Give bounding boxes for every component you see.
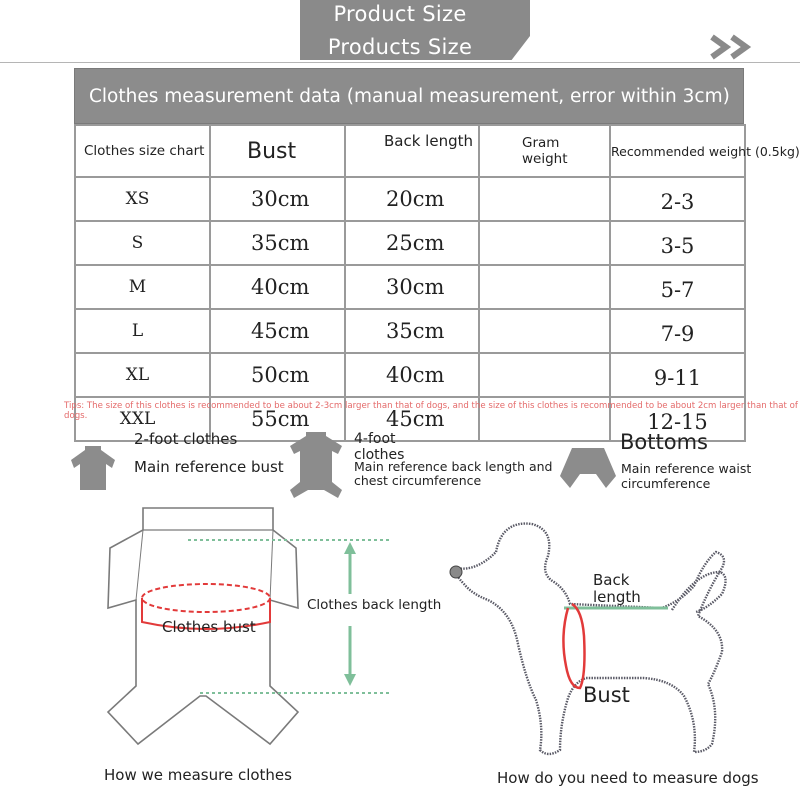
gram-weight-cell bbox=[479, 353, 610, 397]
recommended-weight-cell: 2-3 bbox=[610, 177, 745, 221]
bust-cell: 55cm bbox=[210, 397, 345, 441]
bust-cell: 40cm bbox=[210, 265, 345, 309]
bust-cell: 50cm bbox=[210, 353, 345, 397]
header-bust: Bust bbox=[210, 125, 345, 177]
dog-back-length-label: Back length bbox=[593, 571, 641, 606]
back-length-cell: 30cm bbox=[345, 265, 479, 309]
legend-two-foot-title: 2-foot clothes bbox=[134, 430, 238, 448]
legend-four-foot-desc: Main reference back length and chest circumference bbox=[354, 459, 553, 488]
bust-cell: 35cm bbox=[210, 221, 345, 265]
back-length-cell: 25cm bbox=[345, 221, 479, 265]
table-row bbox=[75, 353, 745, 397]
double-chevron-right-icon[interactable] bbox=[708, 34, 762, 60]
table-title: Clothes measurement data (manual measurement, error within 3cm) bbox=[74, 68, 744, 124]
clothes-caption: How we measure clothes bbox=[104, 766, 292, 784]
bottoms-icon bbox=[558, 446, 618, 494]
recommended-weight-cell: 7-9 bbox=[610, 309, 745, 353]
table-row bbox=[75, 265, 745, 309]
gram-weight-cell bbox=[479, 177, 610, 221]
header-size-chart: Clothes size chart bbox=[75, 125, 210, 177]
back-length-cell: 40cm bbox=[345, 353, 479, 397]
header-back-length: Back length bbox=[345, 125, 479, 177]
table-row bbox=[75, 177, 745, 221]
header-divider bbox=[0, 62, 800, 63]
dog-measure-lines bbox=[558, 596, 678, 696]
table-header-row bbox=[75, 125, 745, 177]
clothes-back-length-measure bbox=[180, 528, 400, 698]
clothes-bust-label: Clothes bust bbox=[162, 618, 256, 636]
size-cell: XS bbox=[75, 177, 210, 221]
header-recommended-weight: Recommended weight (0.5kg) bbox=[610, 125, 745, 177]
back-length-cell: 20cm bbox=[345, 177, 479, 221]
bust-cell: 45cm bbox=[210, 309, 345, 353]
dog-caption: How do you need to measure dogs bbox=[497, 769, 759, 787]
back-length-cell: 35cm bbox=[345, 309, 479, 353]
size-cell: S bbox=[75, 221, 210, 265]
bust-cell: 30cm bbox=[210, 177, 345, 221]
size-cell: M bbox=[75, 265, 210, 309]
table-row bbox=[75, 221, 745, 265]
tips-note: Tips: The size of this clothes is recommended to be about 2-3cm larger than that of dogs, and the size of this clothes is recommended to be about 2cm larger than that of dogs. bbox=[64, 401, 798, 421]
table-row bbox=[75, 309, 745, 353]
legend-two-foot-desc: Main reference bust bbox=[134, 458, 284, 476]
size-table bbox=[74, 124, 800, 442]
size-cell: L bbox=[75, 309, 210, 353]
gram-weight-cell bbox=[479, 221, 610, 265]
back-length-cell: 45cm bbox=[345, 397, 479, 441]
legend-bottoms-desc: Main reference waist circumference bbox=[621, 461, 752, 491]
four-foot-clothes-icon bbox=[286, 430, 346, 500]
header-gram-weight: Gram weight bbox=[479, 125, 610, 177]
recommended-weight-cell: 9-11 bbox=[610, 353, 745, 397]
size-cell: XXL bbox=[75, 397, 210, 441]
clothes-back-length-label: Clothes back length bbox=[307, 597, 442, 613]
recommended-weight-cell: 3-5 bbox=[610, 221, 745, 265]
size-cell: XL bbox=[75, 353, 210, 397]
recommended-weight-cell: 5-7 bbox=[610, 265, 745, 309]
recommended-weight-cell: 12-15 bbox=[610, 397, 745, 441]
gram-weight-cell bbox=[479, 265, 610, 309]
two-foot-clothes-icon bbox=[68, 444, 118, 492]
header-title-line2: Products Size bbox=[327, 35, 473, 59]
legend-bottoms-title: Bottoms bbox=[620, 430, 708, 454]
legend-four-foot-title: 4-foot clothes bbox=[354, 431, 405, 463]
dog-bust-label: Bust bbox=[583, 683, 630, 707]
header-title-line1: Product Size bbox=[333, 2, 467, 26]
gram-weight-cell bbox=[479, 309, 610, 353]
